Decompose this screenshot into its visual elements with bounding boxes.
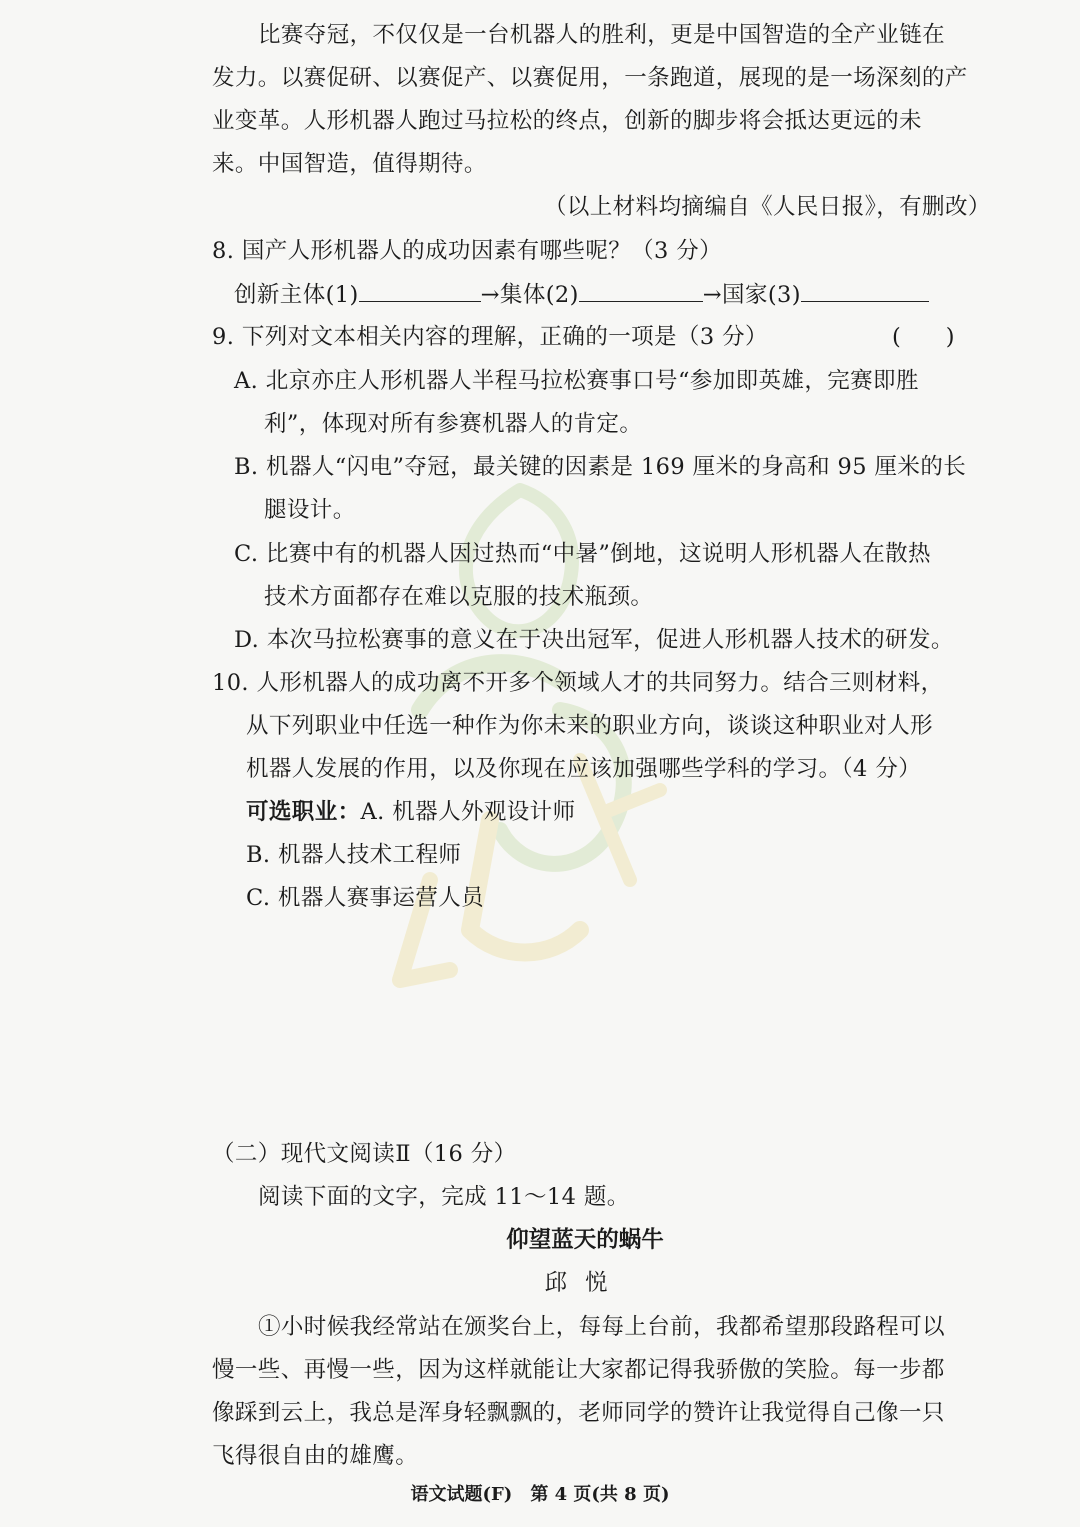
q9-option-b-line-1: B. 机器人“闪电”夺冠，最关键的因素是 169 厘米的身高和 95 厘米的长 <box>234 454 967 480</box>
q8-part-3: →国家(3) <box>702 282 801 308</box>
q9-answer-paren[interactable]: ( ) <box>892 324 955 350</box>
q9-option-c-line-2: 技术方面都存在难以克服的技术瓶颈。 <box>264 584 654 610</box>
career-option-a: A. 机器人外观设计师 <box>360 799 576 825</box>
question-10-line-3: 机器人发展的作用，以及你现在应该加强哪些学科的学习。（4 分） <box>246 756 922 782</box>
q8-part-2: →集体(2) <box>480 282 579 308</box>
question-8-stem: 8. 国产人形机器人的成功因素有哪些呢？（3 分） <box>212 238 723 264</box>
material-line-3: 业变革。人形机器人跑过马拉松的终点，创新的脚步将会抵达更远的未 <box>212 108 922 134</box>
career-option-c: C. 机器人赛事运营人员 <box>246 885 485 911</box>
question-10-line-2: 从下列职业中任选一种作为你未来的职业方向，谈谈这种职业对人形 <box>246 713 934 739</box>
career-option-b: B. 机器人技术工程师 <box>246 842 462 868</box>
q9-option-a-line-1: A. 北京亦庄人形机器人半程马拉松赛事口号“参加即英雄，完赛即胜 <box>234 368 919 394</box>
page-footer: 语文试题(F) 第 4 页(共 8 页) <box>410 1484 670 1505</box>
source-note: （以上材料均摘编自《人民日报》，有删改） <box>544 194 991 220</box>
q9-option-c-line-1: C. 比赛中有的机器人因过热而“中暑”倒地，这说明人形机器人在散热 <box>234 541 931 567</box>
q9-option-b-line-2: 腿设计。 <box>264 497 356 523</box>
section-2-heading: （二）现代文阅读Ⅱ（16 分） <box>212 1141 517 1167</box>
question-9-stem: 9. 下列对文本相关内容的理解，正确的一项是（3 分） <box>212 324 768 350</box>
careers-label: 可选职业： <box>246 799 361 825</box>
q8-blank-3[interactable] <box>801 279 929 302</box>
q9-option-a-line-2: 利”，体现对所有参赛机器人的肯定。 <box>264 411 643 437</box>
article-author: 邱悦 <box>544 1270 626 1296</box>
material-line-2: 发力。以赛促研、以赛促产、以赛促用，一条跑道，展现的是一场深刻的产 <box>212 65 968 91</box>
article-para-1-line-2: 慢一些、再慢一些，因为这样就能让大家都记得我骄傲的笑脸。每一步都 <box>212 1357 945 1383</box>
q8-part-1: 创新主体(1) <box>234 282 359 308</box>
article-para-1-line-3: 像踩到云上，我总是浑身轻飘飘的，老师同学的赞许让我觉得自己像一只 <box>212 1400 945 1426</box>
careers-row-a <box>246 797 575 827</box>
q9-option-d: D. 本次马拉松赛事的意义在于决出冠军，促进人形机器人技术的研发。 <box>234 627 954 653</box>
article-title: 仰望蓝天的蜗牛 <box>506 1227 664 1253</box>
material-line-1: 比赛夺冠，不仅仅是一台机器人的胜利，更是中国智造的全产业链在 <box>258 22 946 48</box>
q8-blank-1[interactable] <box>359 279 481 302</box>
q8-blank-2[interactable] <box>579 279 703 302</box>
question-10-line-1: 10. 人形机器人的成功离不开多个领域人才的共同努力。结合三则材料， <box>212 670 944 696</box>
section-2-instruction: 阅读下面的文字，完成 11～14 题。 <box>258 1184 630 1210</box>
article-para-1-line-1: ①小时候我经常站在颁奖台上，每每上台前，我都希望那段路程可以 <box>258 1314 946 1340</box>
material-line-4: 来。中国智造，值得期待。 <box>212 151 487 177</box>
article-para-1-line-4: 飞得很自由的雄鹰。 <box>212 1443 419 1469</box>
question-8-answer-row <box>234 279 929 310</box>
